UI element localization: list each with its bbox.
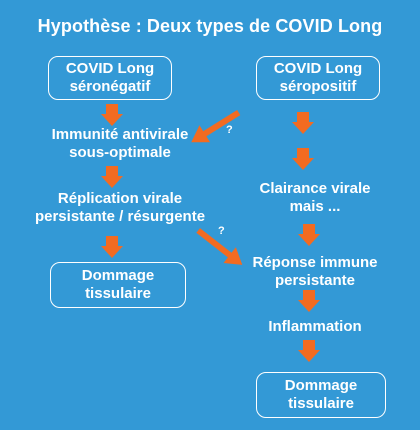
question-mark-upper: ?	[226, 124, 233, 136]
arrow-down-right-5	[298, 340, 320, 362]
arrow-down-right-1	[292, 112, 314, 134]
question-mark-lower: ?	[218, 225, 225, 237]
label-reponse-immune: Réponse immune persistante	[252, 254, 378, 289]
arrow-down-left-1	[101, 104, 123, 126]
label-inflammation: Inflammation	[268, 318, 362, 335]
arrow-down-right-3	[298, 224, 320, 246]
arrow-down-right-4	[298, 290, 320, 312]
box-covid-long-seropositif: COVID Long séropositif	[256, 56, 380, 100]
arrow-down-left-3	[101, 236, 123, 258]
arrow-down-right-2	[292, 148, 314, 170]
label-clairance-virale: Clairance virale mais ...	[259, 180, 371, 215]
label-replication-virale: Réplication virale persistante / résurgente	[34, 190, 206, 225]
arrow-diagonal-upper	[186, 104, 244, 151]
diagram-title: Hypothèse : Deux types de COVID Long	[37, 16, 383, 36]
arrow-diagonal-lower	[192, 223, 248, 273]
box-covid-long-seronegatif: COVID Long séronégatif	[48, 56, 172, 100]
box-dommage-tissulaire-left: Dommage tissulaire	[50, 262, 186, 308]
arrow-down-left-2	[101, 166, 123, 188]
box-dommage-tissulaire-right: Dommage tissulaire	[256, 372, 386, 418]
label-immunite-antivirale: Immunité antivirale sous-optimale	[51, 126, 189, 161]
